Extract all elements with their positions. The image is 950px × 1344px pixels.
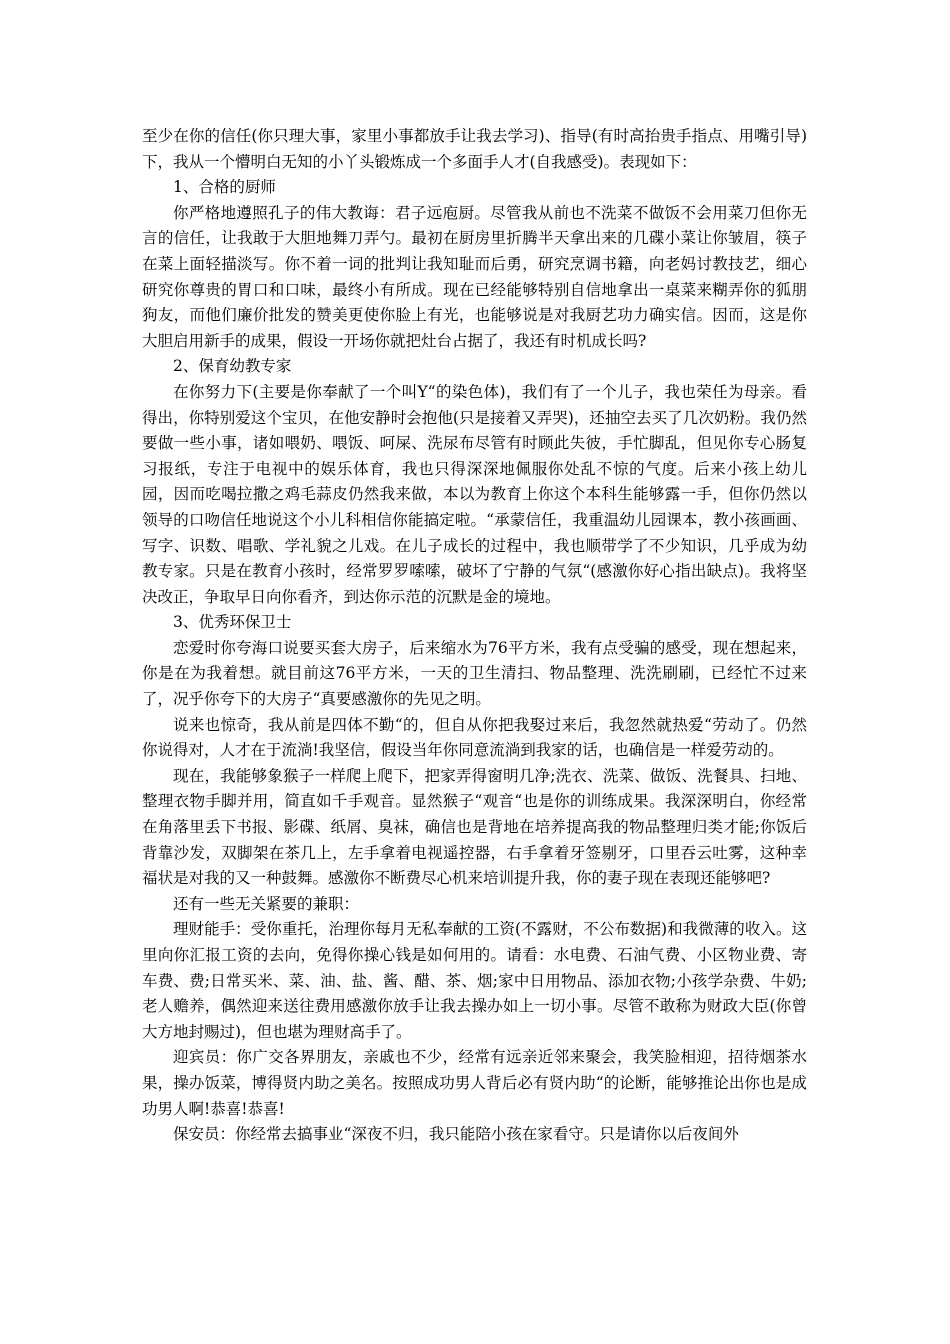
paragraph-greeter: 迎宾员：你广交各界朋友，亲戚也不少，经常有远亲近邻来聚会，我笑脸相迎，招待烟茶水果，操办饭菜，博得贤内助之美名。按照成功男人背后必有贤内助“的论断，能够推论出你也是成功男人啊!恭喜!恭喜! [142, 1048, 807, 1118]
paragraph-security: 保安员：你经常去搞事业“深夜不归，我只能陪小孩在家看守。只是请你以后夜间外 [173, 1125, 739, 1144]
paragraph-labor: 说来也惊奇，我从前是四体不勤“的，但自从你把我娶过来后，我忽然就热爱“劳动了。仍然你说得对，人才在于流淌!我坚信，假设当年你同意流淌到我家的话，也确信是一样爱劳动的。 [142, 715, 807, 760]
paragraph-housework: 现在，我能够象猴子一样爬上爬下，把家弄得窗明几净;洗衣、洗菜、做饭、洗餐具、扫地、整理衣物手脚并用，简直如千手观音。显然猴子“观音“也是你的训练成果。我深深明白，你经常在角落里丢下书报、影碟、纸屑、臭袜，确信也是背地在培养提高我的物品整理归类才能;你饭后背靠沙发，双脚架在茶几上，左手拿着电视遥控器，右手拿着牙签剔牙，口里吞云吐雾，这种幸福状是对我的又一种鼓舞。感激你不断费尽心机来培训提升我，你的妻子现在表现还能够吧? [142, 766, 807, 888]
document-body [142, 124, 807, 1148]
heading-environment: 3、优秀环保卫士 [173, 613, 292, 632]
paragraph-finance: 理财能手：受你重托，治理你每月无私奉献的工资(不露财，不公布数据)和我微薄的收入。这里向你汇报工资的去向，免得你操心钱是如何用的。请看：水电费、石油气费、小区物业费、寄车费、费;日常买米、菜、油、盐、酱、醋、茶、烟;家中日用物品、添加衣物;小孩学杂费、牛奶;老人赡养，偶然迎来送往费用感激你放手让我去操办如上一切小事。尽管不敢称为财政大臣(你曾大方地封赐过)，但也堪为理财高手了。 [142, 920, 807, 1041]
paragraph-chef: 你严格地遵照孔子的伟大教诲：君子远庖厨。尽管我从前也不洗菜不做饭不会用菜刀但你无言的信任，让我敢于大胆地舞刀弄勺。最初在厨房里折腾半天拿出来的几碟小菜让你皱眉，筷子在菜上面轻描淡写。你不着一词的批判让我知耻而后勇，研究烹调书籍，向老妈讨教技艺，细心研究你尊贵的胃口和口味，最终小有所成。现在已经能够特别自信地拿出一桌菜来糊弄你的狐朋狗友，而他们廉价批发的赞美更使你脸上有光，也能够说是对我厨艺功力确实信。因而，这是你大胆启用新手的成果，假设一开场你就把灶台占据了，我还有时机成长吗? [142, 203, 807, 350]
paragraph-intro: 至少在你的信任(你只理大事，家里小事都放手让我去学习)、指导(有时高抬贵手指点、用嘴引导)下，我从一个懵明白无知的小丫头锻炼成一个多面手人才(自我感受)。表现如下： [142, 127, 807, 171]
paragraph-house: 恋爱时你夸海口说要买套大房子，后来缩水为76平方米，我有点受骗的感受，现在想起来，你是在为我着想。就目前这76平方米，一天的卫生清扫、物品整理、洗洗刷刷，已经忙不过来了，况乎你夸下的大房子“真要感激你的先见之明。 [142, 638, 807, 709]
heading-childcare: 2、保育幼教专家 [173, 357, 292, 376]
paragraph-side-jobs: 还有一些无关紧要的兼职： [173, 894, 360, 913]
heading-chef: 1、合格的厨师 [173, 178, 276, 197]
paragraph-childcare: 在你努力下(主要是你奉献了一个叫Y“的染色体)，我们有了一个儿子，我也荣任为母亲。看得出，你特别爱这个宝贝，在他安静时会抱他(只是接着又弄哭)，还抽空去买了几次奶粉。我仍然要做一些小事，诸如喂奶、喂饭、呵屎、洗尿布尽管有时顾此失彼，手忙脚乱，但见你专心肠复习报纸，专注于电视中的娱乐体育，我也只得深深地佩服你处乱不惊的气度。后来小孩上幼儿园，因而吃喝拉撒之鸡毛蒜皮仍然我来做，本以为教育上你这个本科生能够露一手，但你仍然以领导的口吻信任地说这个小儿科相信你能搞定啦。“承蒙信任，我重温幼儿园课本，教小孩画画、写字、识数、唱歌、学礼貌之儿戏。在儿子成长的过程中，我也顺带学了不少知识，几乎成为幼教专家。只是在教育小孩时，经常罗罗嗦嗦，破坏了宁静的气氛“(感激你好心指出缺点)。我将坚决改正，争取早日向你看齐，到达你示范的沉默是金的境地。 [142, 382, 807, 606]
